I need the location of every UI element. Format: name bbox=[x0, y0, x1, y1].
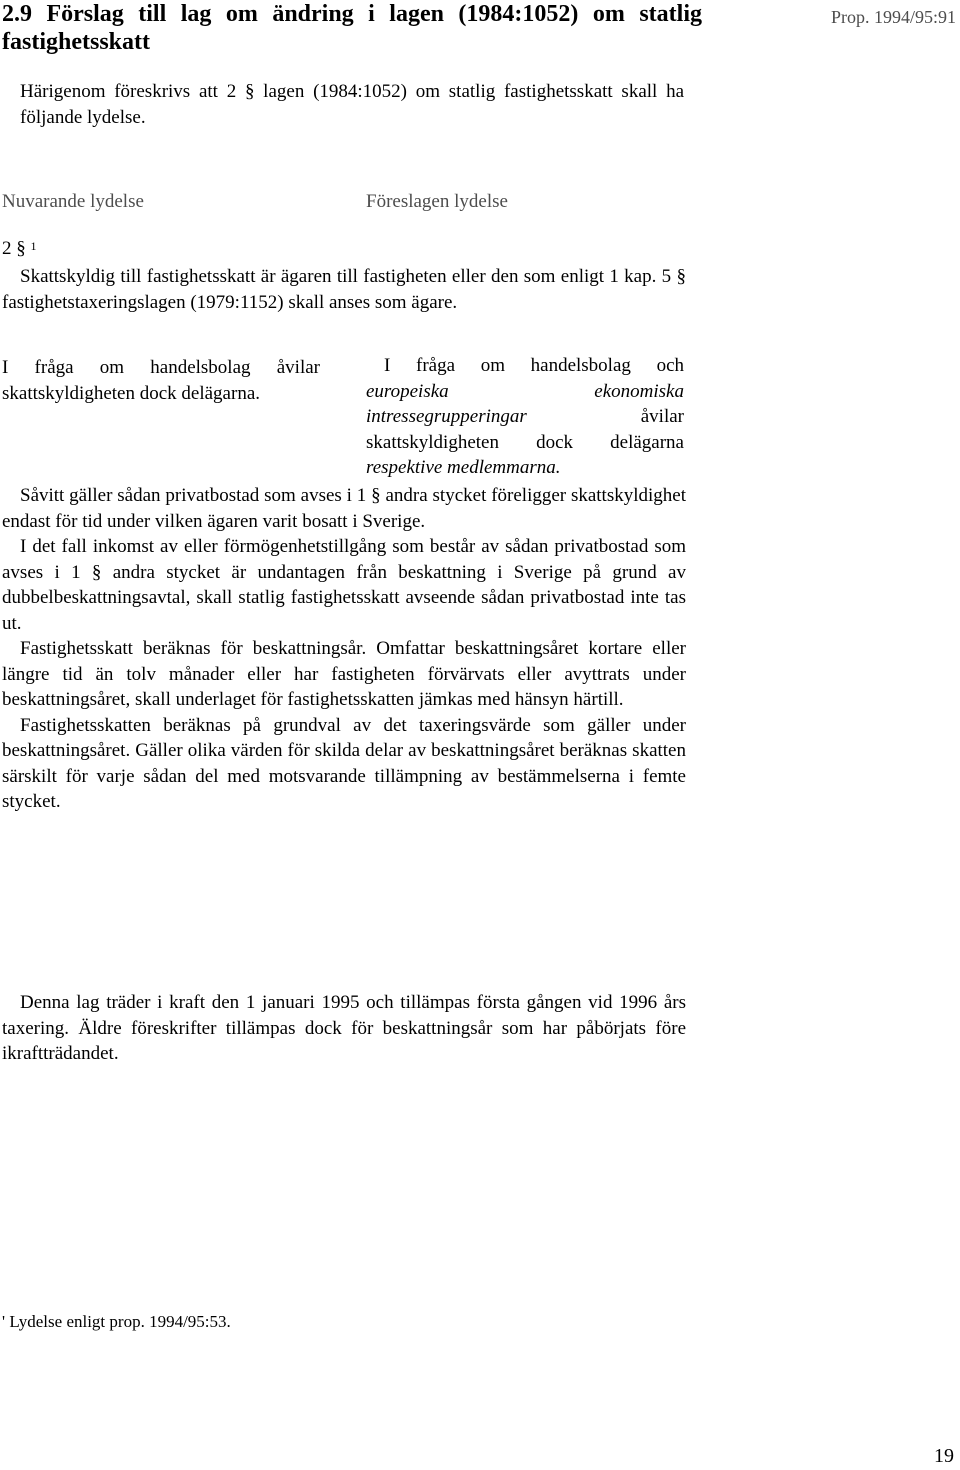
current-wording-heading: Nuvarande lydelse bbox=[2, 191, 144, 212]
section-number bbox=[2, 236, 37, 261]
paragraph-tax-year: Fastighetsskatt beräknas för beskattningsår. Omfattar beskattningsåret kortare eller längre tid än tolv månader eller har fastigheten förvärvats eller avyttrats under beskattningsåret, skall underlaget för fastighetsskatten jämkas med hänsyn härtill. bbox=[2, 638, 686, 710]
proposed-text-italic-2: respektive medlemmarna. bbox=[366, 457, 561, 478]
proposed-wording-paragraph bbox=[366, 353, 684, 481]
footnote-marker[interactable]: 1 bbox=[30, 239, 37, 253]
section-number-label: 2 § bbox=[2, 238, 26, 259]
proposed-text-italic-1: europeiska ekonomiska intressegrupperingar bbox=[366, 380, 684, 427]
paragraph-residence: Såvitt gäller sådan privatbostad som avses i 1 § andra stycket föreligger skattskyldighet endast för tid under vilken ägaren varit bosatt i Sverige. bbox=[2, 485, 686, 532]
section-heading: 2.9 Förslag till lag om ändring i lagen (1984:1052) om statlig fastighetsskatt bbox=[2, 1, 702, 55]
footnote-text: ' Lydelse enligt prop. 1994/95:53. bbox=[2, 1312, 231, 1331]
paragraph-taxpayer: Skattskyldig till fastighetsskatt är ägaren till fastigheten eller den som enligt 1 kap. 5 § fastighetstaxeringslagen (1979:1152) skall anses som ägare. bbox=[2, 266, 686, 313]
page-number: 19 bbox=[934, 1445, 954, 1467]
enactment-paragraph: Denna lag träder i kraft den 1 januari 1995 och tillämpas första gången vid 1996 års taxering. Äldre föreskrifter tillämpas dock för beskattningsår som har påbörjats före ikraftträdandet. bbox=[2, 992, 686, 1064]
proposed-wording-heading: Föreslagen lydelse bbox=[366, 191, 508, 212]
proposition-reference: Prop. 1994/95:91 bbox=[830, 7, 956, 27]
main-paragraphs bbox=[2, 483, 686, 815]
paragraph-assessed-value: Fastighetsskatten beräknas på grundval av det taxeringsvärde som gäller under beskattningsåret. Gäller olika värden för skilda delar av beskattningsåret beräknas skatten särskilt för varje sådan del med motsvarande tillämpning av bestämmelserna i femte stycket. bbox=[2, 714, 686, 812]
paragraph-double-taxation: I det fall inkomst av eller förmögenhetstillgång som består av sådan privatbostad som avses i 1 § andra stycket är undantagen från beskattning i Sverige på grund av dubbelbeskattningsavtal, skall statlig fastighetsskatt avseende sådan privatbostad inte tas ut. bbox=[2, 536, 686, 634]
current-wording-paragraph: I fråga om handelsbolag åvilar skattskyldigheten dock delägarna. bbox=[2, 357, 320, 404]
enactment-block bbox=[2, 990, 686, 1067]
proposed-text-1: I fråga om handelsbolag och bbox=[384, 355, 684, 376]
intro-paragraph: Härigenom föreskrivs att 2 § lagen (1984:1052) om statlig fastighetsskatt skall ha följande lydelse. bbox=[20, 81, 684, 128]
proposed-text-2: åvilar skattskyldigheten dock delägarna bbox=[366, 406, 684, 453]
